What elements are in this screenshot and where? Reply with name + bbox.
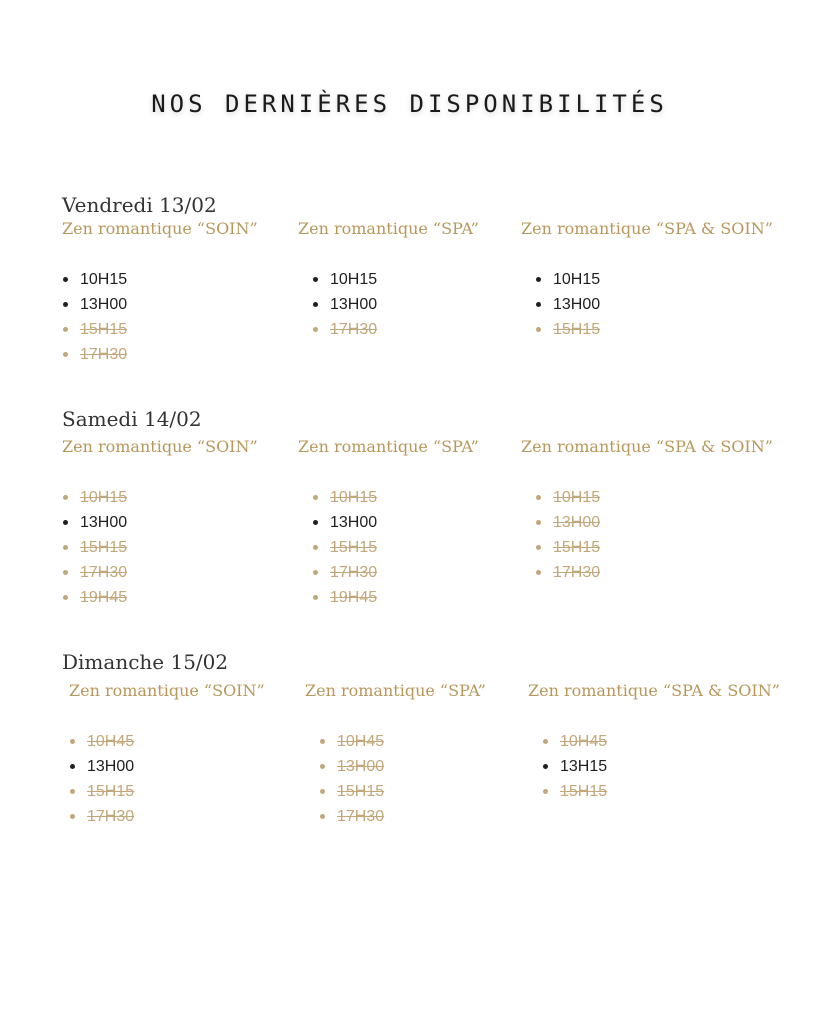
- day-label: Vendredi 13/02: [62, 193, 217, 217]
- time-slot-booked: [312, 485, 377, 510]
- slot-time: 10H45: [337, 733, 385, 750]
- offer-title: Zen romantique “SPA & SOIN”: [528, 681, 780, 700]
- slot-time: 19H45: [80, 589, 128, 606]
- bullet-icon: [536, 327, 541, 332]
- time-slot-booked: [62, 560, 127, 585]
- time-slot-booked: [319, 729, 384, 754]
- slot-time: 13H00: [330, 296, 378, 313]
- slot-time: 17H30: [87, 808, 135, 825]
- bullet-icon: [63, 327, 68, 332]
- slot-time: 10H15: [553, 489, 601, 506]
- bullet-icon: [70, 739, 75, 744]
- slot-time: 13H00: [337, 758, 385, 775]
- bullet-icon: [63, 595, 68, 600]
- time-slot-booked: [62, 342, 127, 367]
- bullet-icon: [536, 545, 541, 550]
- time-slot-available: [312, 267, 377, 292]
- slot-list: [542, 729, 607, 804]
- bullet-icon: [63, 277, 68, 282]
- bullet-icon: [70, 764, 75, 769]
- time-slot-booked: [62, 317, 127, 342]
- time-slot-booked: [319, 779, 384, 804]
- offer-column: [521, 219, 773, 338]
- slot-time: 17H30: [337, 808, 385, 825]
- slot-time: 10H45: [87, 733, 135, 750]
- offer-title: Zen romantique “SOIN”: [62, 219, 258, 238]
- bullet-icon: [63, 545, 68, 550]
- slot-time: 10H15: [80, 489, 128, 506]
- slot-time: 15H15: [560, 783, 608, 800]
- bullet-icon: [543, 789, 548, 794]
- bullet-icon: [63, 352, 68, 357]
- bullet-icon: [536, 570, 541, 575]
- time-slot-available: [62, 510, 127, 535]
- slot-time: 15H15: [337, 783, 385, 800]
- slot-time: 13H00: [80, 296, 128, 313]
- slot-time: 15H15: [330, 539, 378, 556]
- bullet-icon: [63, 495, 68, 500]
- slot-time: 15H15: [80, 539, 128, 556]
- slot-list: [319, 729, 384, 829]
- slot-time: 15H15: [553, 321, 601, 338]
- slot-list: [62, 485, 127, 610]
- slot-list: [312, 485, 377, 610]
- page-title: NOS DERNIÈRES DISPONIBILITÉS: [151, 90, 668, 118]
- time-slot-booked: [535, 510, 600, 535]
- bullet-icon: [313, 595, 318, 600]
- time-slot-booked: [69, 779, 134, 804]
- bullet-icon: [320, 814, 325, 819]
- bullet-icon: [536, 495, 541, 500]
- bullet-icon: [320, 789, 325, 794]
- offer-column: [62, 219, 258, 363]
- slot-time: 17H30: [80, 346, 128, 363]
- time-slot-booked: [62, 485, 127, 510]
- offer-title: Zen romantique “SPA”: [305, 681, 486, 700]
- bullet-icon: [313, 520, 318, 525]
- slot-time: 10H15: [553, 271, 601, 288]
- slot-time: 15H15: [87, 783, 135, 800]
- offer-title: Zen romantique “SPA”: [298, 437, 479, 456]
- bullet-icon: [313, 277, 318, 282]
- offer-title: Zen romantique “SPA”: [298, 219, 479, 238]
- bullet-icon: [63, 570, 68, 575]
- offer-column: [521, 437, 773, 581]
- slot-time: 13H00: [553, 296, 601, 313]
- time-slot-booked: [535, 317, 600, 342]
- bullet-icon: [313, 495, 318, 500]
- slot-time: 17H30: [553, 564, 601, 581]
- time-slot-booked: [535, 535, 600, 560]
- time-slot-available: [535, 267, 600, 292]
- slot-list: [312, 267, 377, 342]
- time-slot-available: [542, 754, 607, 779]
- bullet-icon: [70, 789, 75, 794]
- time-slot-booked: [312, 535, 377, 560]
- slot-list: [535, 485, 600, 585]
- slot-time: 13H00: [330, 514, 378, 531]
- time-slot-booked: [542, 729, 607, 754]
- bullet-icon: [536, 520, 541, 525]
- bullet-icon: [313, 302, 318, 307]
- slot-time: 17H30: [80, 564, 128, 581]
- slot-list: [535, 267, 600, 342]
- time-slot-booked: [319, 804, 384, 829]
- offer-column: [528, 681, 780, 800]
- time-slot-available: [535, 292, 600, 317]
- bullet-icon: [313, 327, 318, 332]
- slot-time: 15H15: [553, 539, 601, 556]
- time-slot-booked: [69, 804, 134, 829]
- time-slot-booked: [542, 779, 607, 804]
- bullet-icon: [536, 302, 541, 307]
- slot-time: 13H00: [553, 514, 601, 531]
- bullet-icon: [313, 545, 318, 550]
- bullet-icon: [536, 277, 541, 282]
- time-slot-booked: [312, 585, 377, 610]
- slot-time: 10H45: [560, 733, 608, 750]
- slot-time: 10H15: [330, 489, 378, 506]
- offer-title: Zen romantique “SOIN”: [69, 681, 265, 700]
- bullet-icon: [70, 814, 75, 819]
- slot-time: 15H15: [80, 321, 128, 338]
- slot-time: 19H45: [330, 589, 378, 606]
- slot-list: [62, 267, 127, 367]
- time-slot-booked: [535, 485, 600, 510]
- bullet-icon: [543, 739, 548, 744]
- offer-title: Zen romantique “SOIN”: [62, 437, 258, 456]
- time-slot-available: [62, 292, 127, 317]
- time-slot-booked: [69, 729, 134, 754]
- time-slot-booked: [535, 560, 600, 585]
- slot-time: 13H15: [560, 758, 608, 775]
- time-slot-booked: [319, 754, 384, 779]
- time-slot-available: [312, 292, 377, 317]
- offer-column: [298, 437, 479, 606]
- time-slot-available: [62, 267, 127, 292]
- day-label: Dimanche 15/02: [62, 650, 229, 674]
- time-slot-booked: [312, 317, 377, 342]
- offer-title: Zen romantique “SPA & SOIN”: [521, 219, 773, 238]
- bullet-icon: [63, 520, 68, 525]
- day-label: Samedi 14/02: [62, 407, 202, 431]
- bullet-icon: [543, 764, 548, 769]
- bullet-icon: [320, 764, 325, 769]
- offer-column: [69, 681, 265, 825]
- time-slot-available: [312, 510, 377, 535]
- slot-time: 10H15: [330, 271, 378, 288]
- bullet-icon: [313, 570, 318, 575]
- slot-list: [69, 729, 134, 829]
- slot-time: 17H30: [330, 564, 378, 581]
- offer-title: Zen romantique “SPA & SOIN”: [521, 437, 773, 456]
- time-slot-booked: [62, 585, 127, 610]
- offer-column: [305, 681, 486, 825]
- time-slot-booked: [62, 535, 127, 560]
- offer-column: [298, 219, 479, 338]
- slot-time: 13H00: [87, 758, 135, 775]
- slot-time: 10H15: [80, 271, 128, 288]
- bullet-icon: [63, 302, 68, 307]
- slot-time: 13H00: [80, 514, 128, 531]
- slot-time: 17H30: [330, 321, 378, 338]
- bullet-icon: [320, 739, 325, 744]
- time-slot-booked: [312, 560, 377, 585]
- time-slot-available: [69, 754, 134, 779]
- offer-column: [62, 437, 258, 606]
